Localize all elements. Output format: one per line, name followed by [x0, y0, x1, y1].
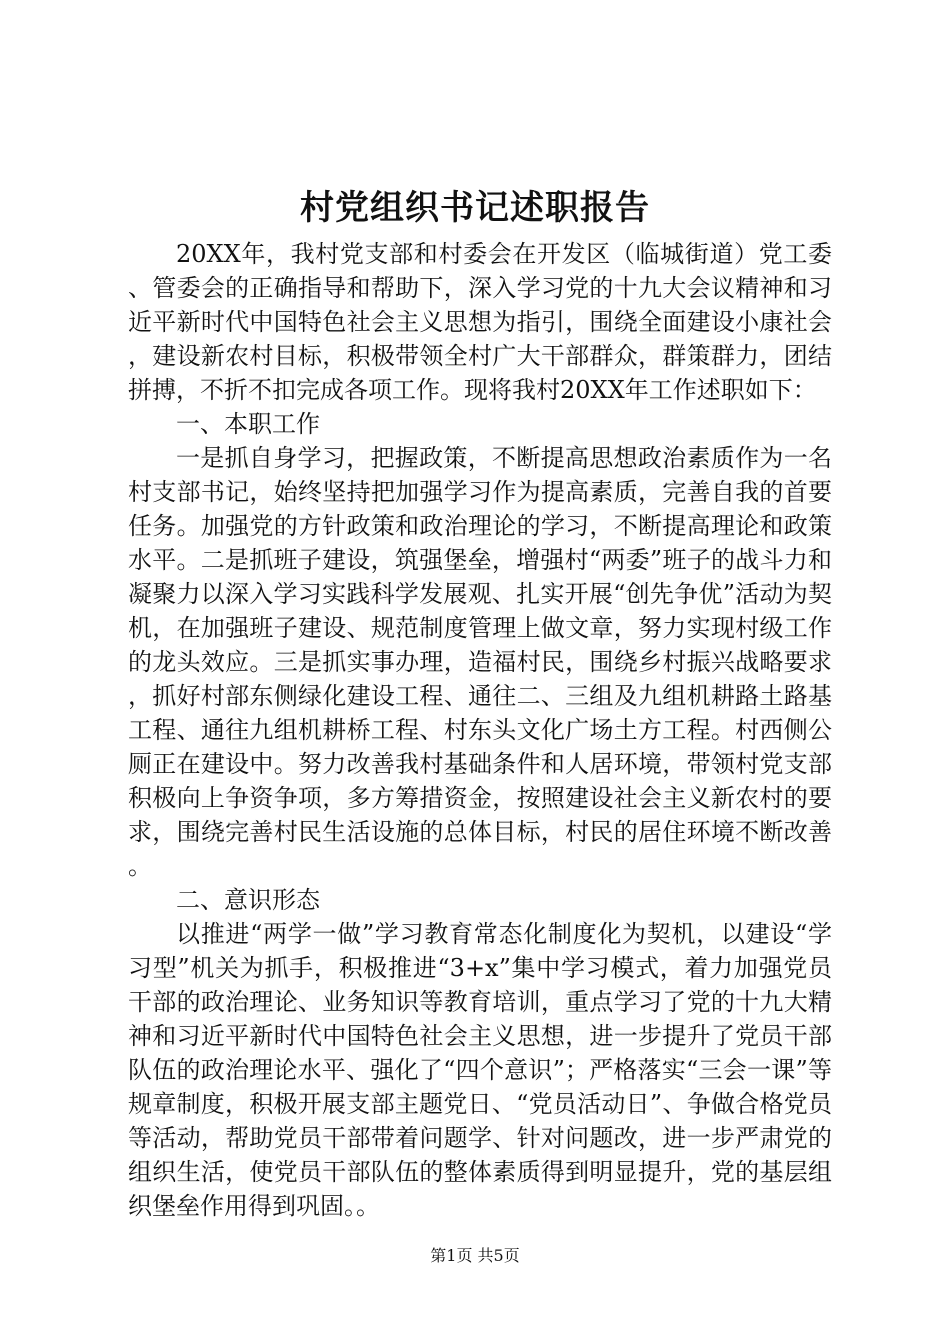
intro-paragraph: 20XX年，我村党支部和村委会在开发区（临城街道）党工委、管委会的正确指导和帮助下，深入学习党的十九大会议精神和习近平新时代中国特色社会主义思想为指引，围绕全面建设小康社会，建设新农村目标，积极带领全村广大干部群众，群策群力，团结拼搏，不折不扣完成各项工作。现将我村20XX年工作述职如下：: [128, 240, 832, 404]
section-body-ideology: 以推进“两学一做”学习教育常态化制度化为契机，以建设“学习型”机关为抓手，积极推进“3+x”集中学习模式，着力加强党员干部的政治理论、业务知识等教育培训，重点学习了党的十九大精神和习近平新时代中国特色社会主义思想，进一步提升了党员干部队伍的政治理论水平、强化了“四个意识”；严格落实“三会一课”等规章制度，积极开展支部主题党日、“党员活动日”、争做合格党员等活动，帮助党员干部带着问题学、针对问题改，进一步严肃党的组织生活，使党员干部队伍的整体素质得到明显提升，党的基层组织堡垒作用得到巩固。。: [128, 920, 832, 1220]
document-body: [128, 237, 832, 1223]
section-heading-ideology: 二、意识形态: [176, 886, 320, 914]
document-title: 村党组织书记述职报告: [300, 188, 650, 228]
section-heading-duties: 一、本职工作: [176, 410, 320, 438]
section-body-duties: 一是抓自身学习，把握政策，不断提高思想政治素质作为一名村支部书记，始终坚持把加强学习作为提高素质，完善自我的首要任务。加强党的方针政策和政治理论的学习，不断提高理论和政策水平。二是抓班子建设，筑强堡垒，增强村“两委”班子的战斗力和凝聚力以深入学习实践科学发展观、扎实开展“创先争优”活动为契机，在加强班子建设、规范制度管理上做文章，努力实现村级工作的龙头效应。三是抓实事办理，造福村民，围绕乡村振兴战略要求，抓好村部东侧绿化建设工程、通往二、三组及九组机耕路土路基工程、通往九组机耕桥工程、村东头文化广场土方工程。村西侧公厕正在建设中。努力改善我村基础条件和人居环境，带领村党支部积极向上争资争项，多方筹措资金，按照建设社会主义新农村的要求，围绕完善村民生活设施的总体目标，村民的居住环境不断改善。: [128, 444, 832, 880]
page-footer: 第1页 共5页: [430, 1246, 520, 1265]
